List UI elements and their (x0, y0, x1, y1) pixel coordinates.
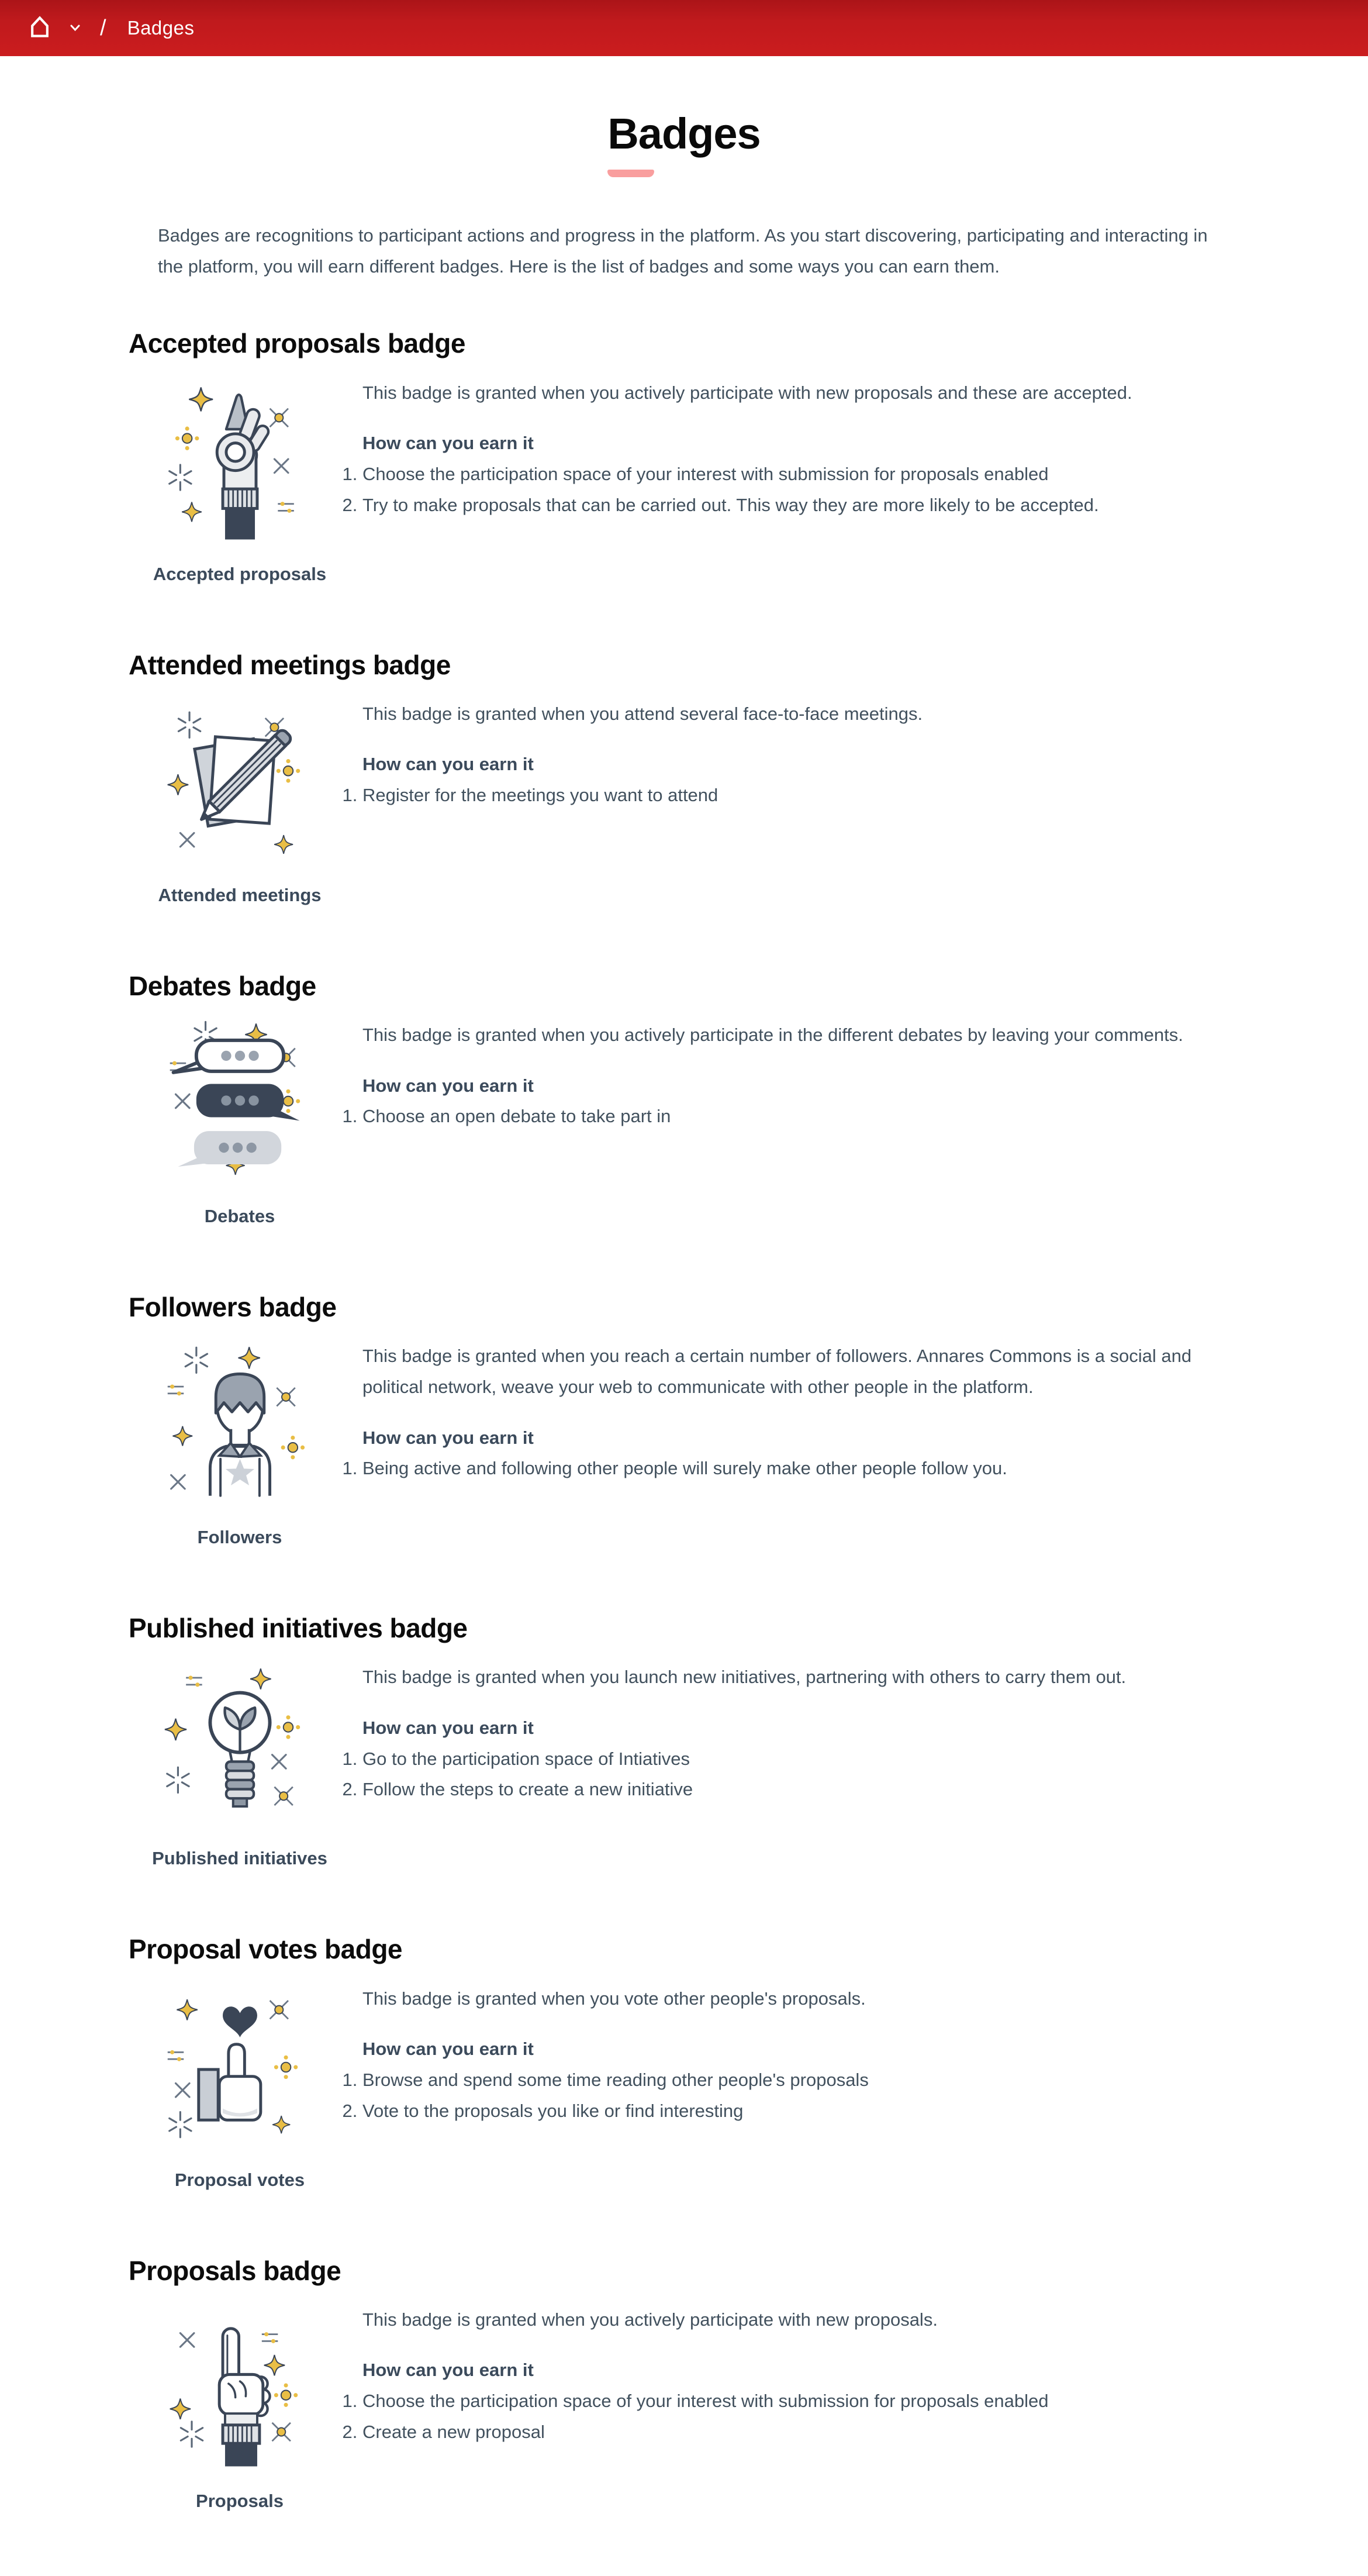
earn-step: 1. Choose the participation space of your interest with submission for proposals enabled (362, 459, 1216, 490)
badge-figure (129, 1662, 351, 1869)
badge-description: This badge is granted when you actively participate in the different debates by leaving your comments. (362, 1024, 1183, 1045)
badge-caption: Proposals (196, 2490, 284, 2511)
badge-figure (129, 1341, 351, 1548)
earn-step: 2. Create a new proposal (362, 2417, 1216, 2448)
badge-figure (129, 2305, 351, 2512)
earn-steps-list (362, 2065, 1216, 2126)
badge-section-proposals (129, 2255, 1251, 2512)
earn-step: 1. Being active and following other people will surely make other people follow you. (362, 1453, 1216, 1484)
person-with-star-illustration (160, 1341, 320, 1503)
page-intro: Badges are recognitions to participant actions and progress in the platform. As you start discovering, participating and interacting in the platform, you will earn different badges. Here is the list of badges and some ways you can earn them. (158, 225, 1208, 277)
badge-caption: Followers (197, 1527, 282, 1548)
earn-step: 1. Choose the participation space of your interest with submission for proposals enabled (362, 2386, 1216, 2417)
earn-step: 2. Try to make proposals that can be carried out. This way they are more likely to be accepted. (362, 490, 1216, 521)
badge-section-published-initiatives (129, 1612, 1251, 1869)
badge-section-debates (129, 970, 1251, 1227)
pointing-hand-illustration (160, 2305, 320, 2467)
how-to-earn-heading: How can you earn it (362, 754, 534, 775)
badge-caption: Proposal votes (174, 2169, 305, 2190)
section-heading: Proposals badge (129, 2255, 341, 2286)
how-to-earn-heading: How can you earn it (362, 2360, 534, 2381)
badge-description: This badge is granted when you attend several face-to-face meetings. (362, 703, 923, 724)
section-heading: Proposal votes badge (129, 1934, 403, 1965)
badge-description: This badge is granted when you launch new initiatives, partnering with others to carry them out. (362, 1667, 1127, 1688)
how-to-earn-heading: How can you earn it (362, 2039, 534, 2060)
earn-steps-list (362, 1101, 1216, 1132)
section-heading: Followers badge (129, 1291, 337, 1322)
badge-caption: Published initiatives (152, 1848, 327, 1869)
title-underline-decorator (607, 170, 654, 177)
chevron-down-icon[interactable] (70, 25, 80, 32)
badges-page (0, 109, 1368, 2512)
page-title: Badges (607, 109, 761, 158)
earn-steps-list (362, 1453, 1216, 1484)
speech-bubbles-illustration (160, 1020, 320, 1182)
section-heading: Published initiatives badge (129, 1613, 468, 1644)
earn-step: 2. Follow the steps to create a new initiative (362, 1774, 1216, 1805)
badge-figure (129, 378, 351, 585)
breadcrumb-current: Badges (127, 17, 195, 39)
papers-and-pencil-illustration (160, 699, 320, 861)
how-to-earn-heading: How can you earn it (362, 1075, 534, 1096)
home-link[interactable] (27, 14, 53, 43)
badge-caption: Accepted proposals (153, 563, 327, 584)
ok-hand-illustration (160, 378, 320, 540)
how-to-earn-heading: How can you earn it (362, 433, 534, 454)
how-to-earn-heading: How can you earn it (362, 1718, 534, 1738)
badge-section-followers (129, 1291, 1251, 1548)
lightbulb-illustration (160, 1662, 320, 1825)
earn-steps-list (362, 459, 1216, 520)
how-to-earn-heading: How can you earn it (362, 1427, 534, 1448)
top-navigation-bar (0, 0, 1368, 56)
section-heading: Accepted proposals badge (129, 328, 465, 359)
badge-figure (129, 1984, 351, 2191)
badge-section-proposal-votes (129, 1933, 1251, 2190)
breadcrumb-separator: / (100, 15, 106, 40)
thumbs-up-heart-illustration (160, 1984, 320, 2146)
earn-step: 1. Choose an open debate to take part in (362, 1101, 1216, 1132)
badge-description: This badge is granted when you actively participate with new proposals. (362, 2309, 938, 2330)
earn-step: 1. Go to the participation space of Intiatives (362, 1744, 1216, 1775)
section-heading: Attended meetings badge (129, 649, 451, 680)
badge-description: This badge is granted when you actively participate with new proposals and these are accepted. (362, 382, 1132, 403)
badge-caption: Attended meetings (158, 884, 322, 905)
earn-steps-list (362, 780, 1216, 811)
earn-step: 1. Register for the meetings you want to attend (362, 780, 1216, 811)
badge-figure (129, 699, 351, 906)
badge-figure (129, 1020, 351, 1227)
earn-step: 2. Vote to the proposals you like or find interesting (362, 2096, 1216, 2127)
earn-step: 1. Browse and spend some time reading other people's proposals (362, 2065, 1216, 2096)
home-icon (27, 14, 53, 43)
badge-section-attended-meetings (129, 649, 1251, 906)
earn-steps-list (362, 1744, 1216, 1805)
badge-description: This badge is granted when you vote other people's proposals. (362, 1988, 866, 2009)
badge-description: This badge is granted when you reach a certain number of followers. Annares Commons is a social and political network, weave your web to communicate with other people in the platform. (362, 1346, 1192, 1397)
section-heading: Debates badge (129, 970, 316, 1001)
badge-caption: Debates (204, 1205, 275, 1226)
badge-section-accepted-proposals (129, 327, 1251, 584)
